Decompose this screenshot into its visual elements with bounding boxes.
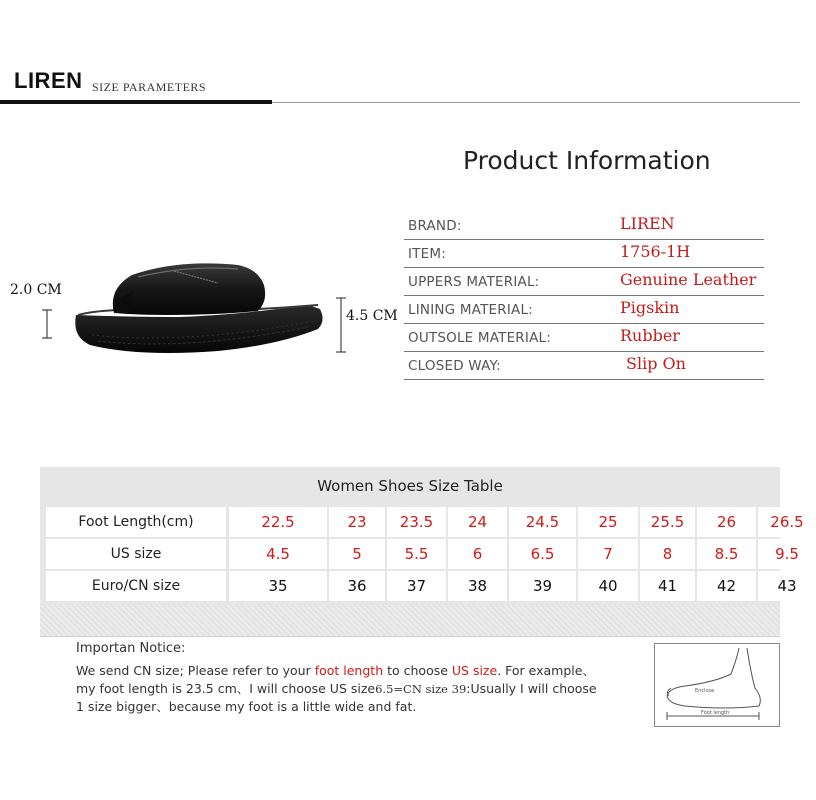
foot-length-label: Foot length: [701, 710, 730, 716]
header-divider-thick: [0, 100, 272, 104]
platform-height-marker: [334, 296, 348, 354]
size-cell: 25.5: [640, 507, 695, 537]
enclose-label: Enclose: [695, 688, 715, 694]
notice-text: We send CN size; Please refer to your: [76, 663, 315, 678]
size-cell: 38: [448, 571, 507, 601]
foot-outline-icon: [655, 644, 779, 726]
size-cell: 41: [640, 571, 695, 601]
size-table-title: Women Shoes Size Table: [317, 477, 503, 495]
size-cell: 39: [509, 571, 576, 601]
row-header: Euro/CN size: [46, 571, 226, 601]
notice-highlight-foot-length: foot length: [314, 663, 384, 678]
notice-text: 6.5=CN size 39: [375, 682, 467, 696]
info-value: Slip On: [626, 354, 686, 373]
slide-sandal-image: [68, 245, 330, 365]
size-cell: 5: [329, 539, 385, 569]
notice-text: :Usually I will choose: [466, 681, 597, 696]
info-label: LINING MATERIAL:: [408, 302, 533, 318]
size-cell: 24.5: [509, 507, 576, 537]
size-cell: 8.5: [697, 539, 756, 569]
size-cell: 9.5: [758, 539, 816, 569]
size-cell: 23.5: [387, 507, 446, 537]
foot-measure-diagram: [654, 643, 780, 727]
info-row-uppers-material: [404, 268, 764, 296]
important-notice: [40, 636, 780, 787]
info-value: Rubber: [620, 326, 680, 345]
size-cell: 6: [448, 539, 507, 569]
info-row-outsole-material: [404, 324, 764, 352]
size-cell: 5.5: [387, 539, 446, 569]
size-row-us-size: [40, 539, 799, 569]
size-cell: 43: [758, 571, 816, 601]
header-subtitle: SIZE PARAMETERS: [92, 80, 207, 94]
notice-line-2: [76, 679, 597, 697]
size-cell: 36: [329, 571, 385, 601]
brand-logo: LIREN: [14, 68, 83, 93]
size-cell: 26.5: [758, 507, 816, 537]
size-cell: 7: [578, 539, 638, 569]
notice-line-3: 1 size bigger、because my foot is a little wide and fat.: [76, 699, 417, 714]
size-cell: 42: [697, 571, 756, 601]
info-row-item: [404, 240, 764, 268]
notice-text: to choose: [383, 663, 452, 678]
size-cell: 23: [329, 507, 385, 537]
size-table: [40, 467, 804, 637]
table-footer-texture: [40, 605, 780, 637]
notice-text: . For example、: [497, 663, 595, 678]
product-info-title: Product Information: [463, 146, 711, 175]
size-cell: 25: [578, 507, 638, 537]
notice-line-1: [76, 661, 595, 679]
size-row-foot-length: [40, 507, 804, 537]
size-cell: 4.5: [229, 539, 327, 569]
heel-height-marker: [40, 308, 54, 340]
size-cell: 40: [578, 571, 638, 601]
size-cell: 22.5: [229, 507, 327, 537]
notice-highlight-us-size: US size: [451, 663, 498, 678]
size-cell: 6.5: [509, 539, 576, 569]
info-label: UPPERS MATERIAL:: [408, 274, 540, 290]
info-label: CLOSED WAY:: [408, 358, 501, 374]
size-cell: 26: [697, 507, 756, 537]
info-value: LIREN: [620, 214, 675, 233]
info-label: ITEM:: [408, 246, 446, 262]
notice-title: Importan Notice:: [76, 641, 186, 656]
heel-height-label: 2.0 CM: [10, 282, 62, 298]
notice-text: my foot length is 23.5 cm、I will choose US size: [76, 681, 376, 696]
info-row-brand: [404, 212, 764, 240]
info-row-lining-material: [404, 296, 764, 324]
row-header: US size: [46, 539, 226, 569]
size-cell: 24: [448, 507, 507, 537]
info-divider: [404, 379, 764, 380]
size-cell: 8: [640, 539, 695, 569]
header-divider-thin: [272, 102, 800, 103]
info-row-closed-way: [404, 352, 764, 380]
size-cell: 35: [229, 571, 327, 601]
info-value: Genuine Leather: [620, 270, 757, 289]
size-row-euro-cn-size: [40, 571, 797, 601]
info-value: Pigskin: [620, 298, 680, 317]
info-value: 1756-1H: [620, 242, 691, 261]
platform-height-label: 4.5 CM: [346, 308, 398, 324]
info-label: OUTSOLE MATERIAL:: [408, 330, 551, 346]
row-header: Foot Length(cm): [46, 507, 226, 537]
size-cell: 37: [387, 571, 446, 601]
info-label: BRAND:: [408, 218, 462, 234]
